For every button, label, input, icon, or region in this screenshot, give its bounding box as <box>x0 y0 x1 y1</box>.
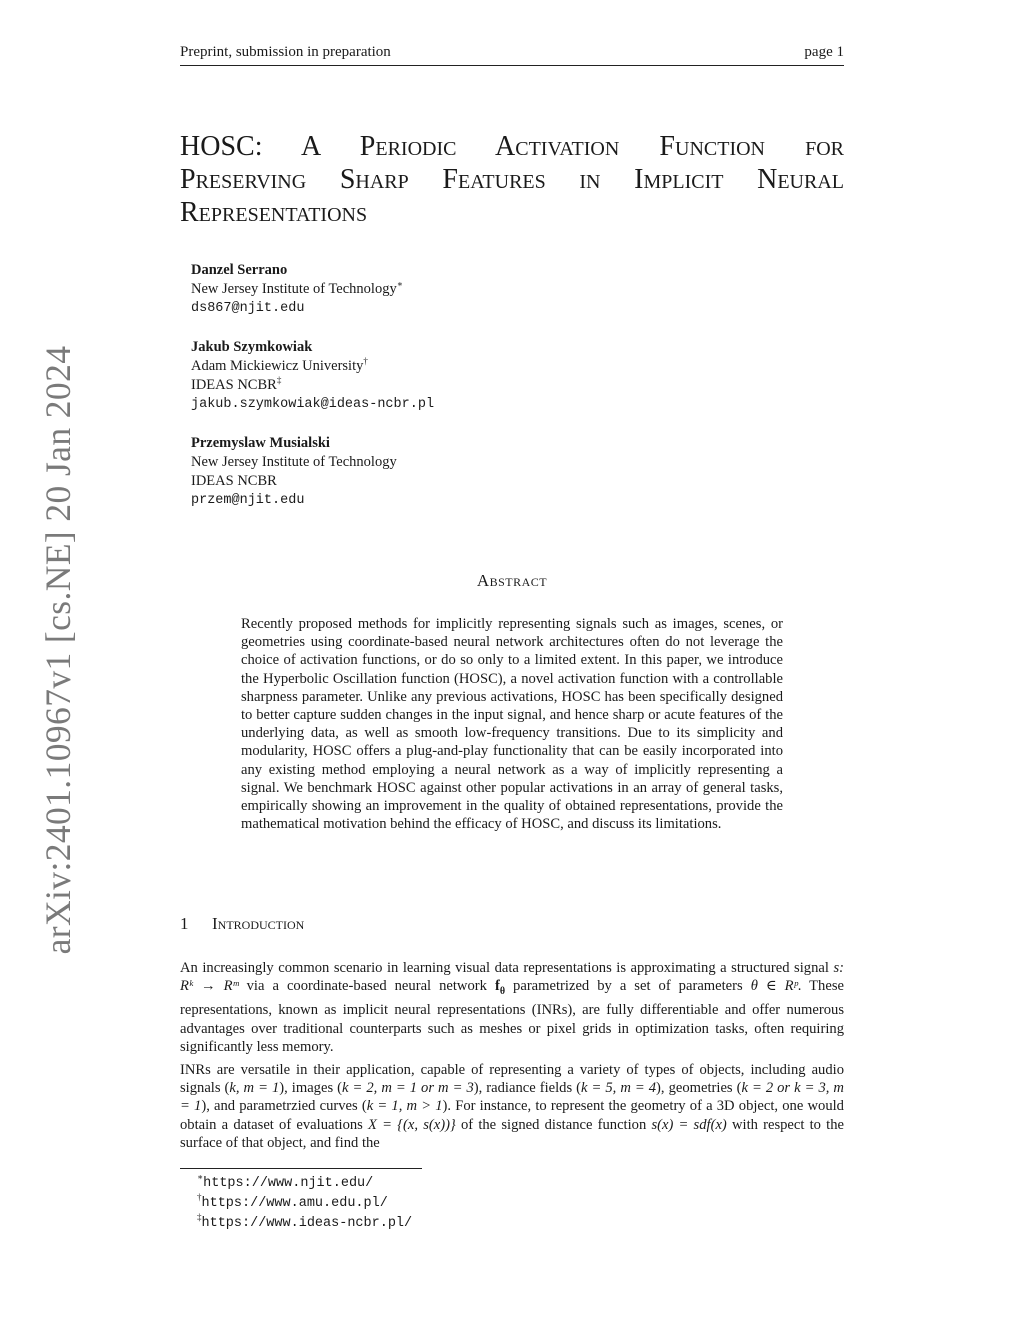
author-email: jakub.szymkowiak@ideas-ncbr.pl <box>191 397 435 412</box>
footnote-mark: ∗ <box>396 279 403 289</box>
math-inline: s: Rᵏ → Rᵐ <box>180 960 844 995</box>
math-inline: θ ∈ Rᵖ <box>750 978 798 995</box>
footnote-link[interactable]: https://www.ideas-ncbr.pl/ <box>201 1216 413 1231</box>
math-inline: k = 5, m = 4 <box>581 1080 657 1097</box>
arxiv-stamp-text: arXiv:2401.10967v1 [cs.NE] 20 Jan 2024 <box>38 345 78 955</box>
footnote-rule <box>180 1168 422 1169</box>
abstract-heading: Abstract <box>476 571 548 590</box>
math-inline: k = 1, m > 1 <box>366 1098 443 1115</box>
paper-title <box>180 130 844 229</box>
title-line-2: Preserving Sharp Features in Implicit Neural <box>180 164 844 195</box>
footnote: †https://www.amu.edu.pl/ <box>197 1192 388 1211</box>
author-name: Przemyslaw Musialski <box>191 435 330 451</box>
author-name: Jakub Szymkowiak <box>191 339 313 355</box>
page-number: page 1 <box>804 44 844 60</box>
math-inline: k = 2 or k = 3, m = 1 <box>180 1080 844 1115</box>
footnote-link[interactable]: https://www.njit.edu/ <box>203 1176 374 1191</box>
math-inline: f <box>494 978 500 995</box>
footnote-mark: † <box>363 356 368 366</box>
footnote-link[interactable]: https://www.amu.edu.pl/ <box>201 1196 388 1211</box>
author-name: Danzel Serrano <box>191 262 288 278</box>
author-affiliation-2: IDEAS NCBR‡ <box>191 375 282 393</box>
author-3 <box>191 434 691 510</box>
intro-paragraph-2: INRs are versatile in their application, capable of representing a variety of types of objects, including audio signals (k, m = 1), images (k = 2, m = 1 or m = 3), radiance fields (k = 5, m = 4), geometries (k = 2 or k = 3, m = 1), and parametrzied curves (k = 1, m > 1). For instance, to represent the geometry of a 3D object, one would obtain a dataset of evaluations X = {(x, s(x))} of the signed distance function s(x) = sdf(x) with respect to the surface of that object, and find the <box>180 1062 845 1151</box>
title-line-1: HOSC: A Periodic Activation Function for <box>180 131 844 162</box>
author-email: ds867@njit.edu <box>191 301 305 316</box>
author-1 <box>191 261 691 318</box>
math-inline: s(x) = sdf(x) <box>651 1116 727 1133</box>
author-block <box>191 261 691 510</box>
math-inline: θ <box>499 986 506 998</box>
math-inline: k = 2, m = 1 or m = 3 <box>342 1080 474 1097</box>
math-inline: X = {(x, s(x))} <box>368 1116 456 1133</box>
author-2 <box>191 338 691 414</box>
footnote: ‡https://www.ideas-ncbr.pl/ <box>197 1212 413 1231</box>
section-title: Introduction <box>212 914 305 933</box>
author-affiliation-2: IDEAS NCBR <box>191 473 277 489</box>
footnote: ∗https://www.njit.edu/ <box>197 1172 374 1191</box>
footnote-mark: ‡ <box>276 375 282 385</box>
header-left: Preprint, submission in preparation <box>180 44 391 60</box>
author-affiliation: New Jersey Institute of Technology <box>191 454 397 470</box>
author-affiliation: Adam Mickiewicz University† <box>191 356 368 374</box>
abstract-text: Recently proposed methods for implicitly representing signals such as images, scenes, or geometries using coordinate-based neural network architectures often do not leverage the choice of activation functions, or do so only to a limited extent. In this paper, we introduce the Hyperbolic Oscillation function (HOSC), a novel activation function with a controllable sharpness parameter. Unlike any previous activations, HOSC has been specifically designed to better capture sudden changes in the input signal, and hence sharp or acute features of the underlying data, as well as smooth low-frequency transitions. Due to its simplicity and modularity, HOSC offers a plug-and-play functionality that can be easily incorporated into any existing method employing a neural network as a way of implicitly representing a signal. We benchmark HOSC against other popular activations in an array of general tasks, empirically showing an improvement in the quality of obtained representations, provide the mathematical motivation behind the efficacy of HOSC, and discuss its limitations. <box>241 616 783 833</box>
footnotes <box>197 1173 412 1233</box>
author-email: przem@njit.edu <box>191 493 305 508</box>
section-number: 1 <box>180 914 189 933</box>
math-inline: k, m = 1 <box>229 1080 280 1097</box>
section-heading <box>180 914 304 934</box>
title-line-3: Representations <box>180 197 368 228</box>
intro-paragraph-1: An increasingly common scenario in learning visual data representations is approximating a structured signal s: Rᵏ → Rᵐ via a coordinate-based neural network $f_\theta$ parametrized by a set of parameters θ ∈ Rᵖ. These representations, known as implicit neural representations (INRs), are fully differentiable and offer numerous advantages over traditional counterparts such as meshes or pixel grids in optimization tasks, often requiring significantly less memory. <box>180 960 844 1055</box>
author-affiliation: New Jersey Institute of Technology∗ <box>191 279 403 297</box>
running-header <box>180 44 844 66</box>
